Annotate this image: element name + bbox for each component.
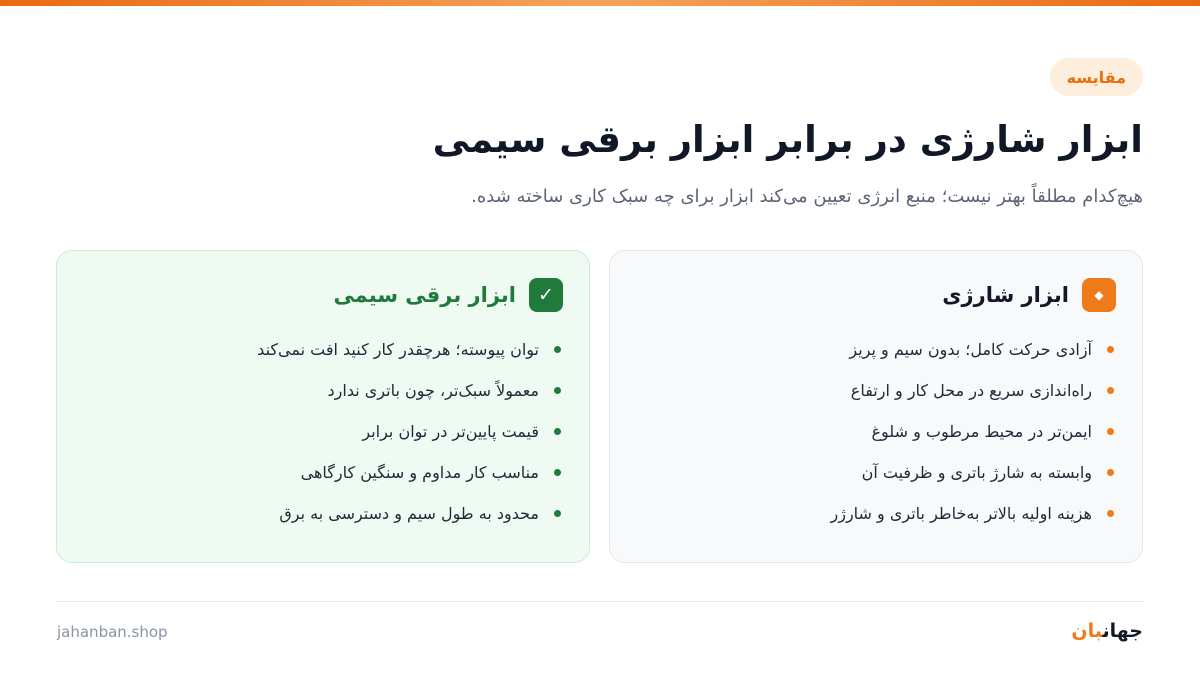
list-item (83, 452, 563, 493)
check-icon: ✓ (529, 278, 563, 312)
card-title: ابزار شارژی (942, 283, 1069, 307)
feature-list (83, 329, 563, 534)
top-accent-bar (0, 0, 1200, 6)
bullet-dot-icon (1107, 469, 1114, 476)
list-item (636, 411, 1116, 452)
list-item-text: راه‌اندازی سریع در محل کار و ارتفاع (850, 381, 1092, 400)
site-domain-link[interactable]: jahanban.shop (57, 623, 168, 641)
feature-list (636, 329, 1116, 534)
bullet-dot-icon (554, 346, 561, 353)
brand-logo[interactable] (1071, 620, 1143, 642)
diamond-icon: ◆ (1082, 278, 1116, 312)
bullet-dot-icon (554, 387, 561, 394)
list-item-text: مناسب کار مداوم و سنگین کارگاهی (300, 463, 539, 482)
bullet-dot-icon (1107, 346, 1114, 353)
corded-tools-card (56, 250, 590, 563)
list-item (83, 370, 563, 411)
bullet-dot-icon (1107, 428, 1114, 435)
list-item (636, 370, 1116, 411)
bullet-dot-icon (554, 428, 561, 435)
list-item-text: آزادی حرکت کامل؛ بدون سیم و پریز (849, 340, 1092, 359)
list-item-text: محدود به طول سیم و دسترسی به برق (279, 504, 539, 523)
list-item (636, 493, 1116, 534)
brand-name-part-b: بان (1071, 620, 1103, 642)
list-item (636, 452, 1116, 493)
list-item-text: هزینه اولیه بالاتر به‌خاطر باتری و شارژر (830, 504, 1092, 523)
list-item (83, 493, 563, 534)
card-header (83, 277, 563, 313)
list-item-text: ایمن‌تر در محیط مرطوب و شلوغ (871, 422, 1092, 441)
list-item-text: وابسته به شارژ باتری و ظرفیت آن (861, 463, 1092, 482)
list-item-text: قیمت پایین‌تر در توان برابر (362, 422, 539, 441)
page-subtitle: هیچ‌کدام مطلقاً بهتر نیست؛ منبع انرژی تعیین می‌کند ابزار برای چه سبک کاری ساخته شده. (471, 186, 1143, 207)
bullet-dot-icon (554, 469, 561, 476)
cordless-tools-card (609, 250, 1143, 563)
card-header (636, 277, 1116, 313)
bullet-dot-icon (1107, 387, 1114, 394)
bullet-dot-icon (554, 510, 561, 517)
card-title: ابزار برقی سیمی (333, 283, 516, 307)
brand-name-part-a: جهان (1102, 620, 1143, 642)
category-tag: مقایسه (1050, 58, 1143, 96)
bullet-dot-icon (1107, 510, 1114, 517)
footer-divider (57, 601, 1143, 602)
page-title: ابزار شارژی در برابر ابزار برقی سیمی (432, 118, 1143, 161)
list-item (83, 411, 563, 452)
list-item-text: معمولاً سبک‌تر، چون باتری ندارد (327, 381, 539, 400)
list-item (636, 329, 1116, 370)
list-item-text: توان پیوسته؛ هرچقدر کار کنید افت نمی‌کند (257, 340, 539, 359)
list-item (83, 329, 563, 370)
